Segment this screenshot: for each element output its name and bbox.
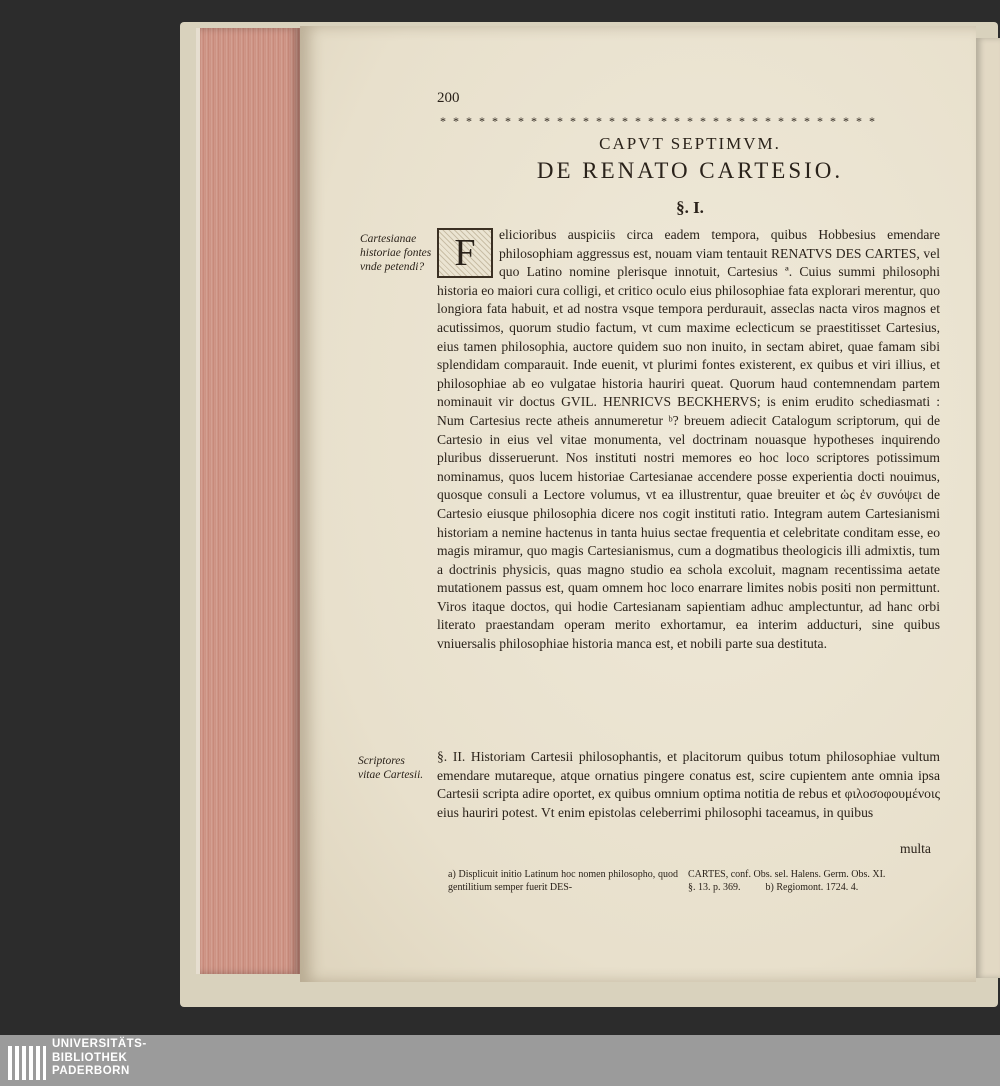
page-edges — [196, 28, 300, 974]
footnote-right — [688, 868, 938, 894]
library-name-line: BIBLIOTHEK — [52, 1051, 128, 1064]
library-name-line: UNIVERSITÄTS- — [52, 1038, 147, 1050]
footnote-left: a) Displicuit initio Latinum hoc nomen philosopho, quod gentilitium semper fuerit DES- — [448, 869, 678, 893]
paragraph-text: elicioribus auspiciis circa eadem tempora, quibus Hobbesius emendare philosophiam aggressus est, nouam viam tentauit RENATVS DES CARTES, vel quo Latino nomine plerisque innotuit, Cartesius ª. Cuius summi philosophi historia eo maiori cura colligi, et critico oculo eius philosophiae fata explorari merentur, quo longiora fata habuit, et ad nostra vsque tempora perdurauit, asseclas nacta viros magnos et acutissimos, quorum studio factum, vt cum maxime eclecticum se praestitisset Cartesius, eius tamen philosophia, auctore quidem suo non inuito, in sectam abiret, quae famam sibi splendidam comparauit. Inde euenit, vt plurimi fontes existerent, ex quibus et viri illius, et philosophiae ab eo vulgatae historia hauriri queat. Quorum haud contemnendam partem nominauit vir doctus GVIL. HENRICVS BECKHERVS; is enim erudito schediasmati : Num Cartesius recte atheis annumeretur ᵇ? breuem adiecit Catalogum scriptorum, qui de Cartesio in eius vel vitae monumenta, vel doctrinam nouasque hypotheses inquirendo pluribus disseruerunt. Nos instituti nostri memores eo hoc loco scriptores potissimum nominamus, quos lucem historiae Cartesianae accendere posse experientia docti nouimus, quosque consuli a Lectore volumus, vt ea illustrentur, quae breuiter et ὡς ἐν συνόψει de Cartesio eiusque philosophia dicere nos cogit instituti ratio. Integram autem Cartesianismi historiam a nemine hactenus in tanta huius sectae frequentia et celebritate conditam esse, eo magis miramur, quo magis Cartesianismus, cum a dogmatibus theologicis illi admixtis, tum a doctrinis physicis, quas magno studio ea schola excoluit, magnam recentissima aetate mutationem passus est, quam omnem hoc loco enarrare limites nobis positi non permittunt. Viros itaque doctos, qui hodie Cartesianam sapientiam adhuc amplectuntur, ad hanc orbi literato praestandam operam merito exhortamur, ea interim adducturi, sine quibus vniuersalis philosophiae historia manca est, et nobili parte sua destituta. — [437, 227, 940, 652]
library-footer-bar — [0, 1035, 1000, 1086]
section-mark: §. I. — [676, 198, 704, 217]
library-logo-icon — [6, 1040, 48, 1082]
chapter-number: CAPVT SEPTIMVM. — [599, 134, 781, 153]
catchword: multa — [900, 841, 931, 856]
ornament-rule: * * * * * * * * * * * * * * * * * * * * * * * * * * * * * * * * * * — [440, 114, 877, 128]
margin-note: Scriptores vitae Cartesii. — [358, 755, 424, 781]
footnote-right-line: §. 13. p. 369. b) Regiomont. 1724. 4. — [688, 882, 859, 893]
library-name — [52, 1038, 147, 1079]
library-name-line: PADERBORN — [52, 1065, 130, 1077]
margin-note: Cartesianae historiae fontes vnde petendi? — [360, 233, 432, 273]
paragraph — [437, 226, 940, 654]
footnote-right-line: CARTES, conf. Obs. sel. Halens. Germ. Obs. XI. — [688, 869, 886, 880]
drop-cap: F — [437, 228, 493, 278]
paragraph-text: §. II. Historiam Cartesii philosophantis, et placitorum quibus totum philosophiae vultum emendare mutareque, atque ornatius pingere conatus est, scire cupientem ante omnia ipsa Cartesii scripta adire oportet, ex quibus omnium optima notitia de rebus et φιλοσοφουμένοις eius hauriri potest. Vt enim epistolas celeberrimi philosophi taceamus, in quibus — [437, 749, 940, 820]
chapter-title: DE RENATO CARTESIO. — [536, 158, 844, 183]
facing-page-edge — [976, 38, 1000, 978]
page-number: 200 — [437, 90, 460, 106]
paragraph — [437, 748, 940, 822]
